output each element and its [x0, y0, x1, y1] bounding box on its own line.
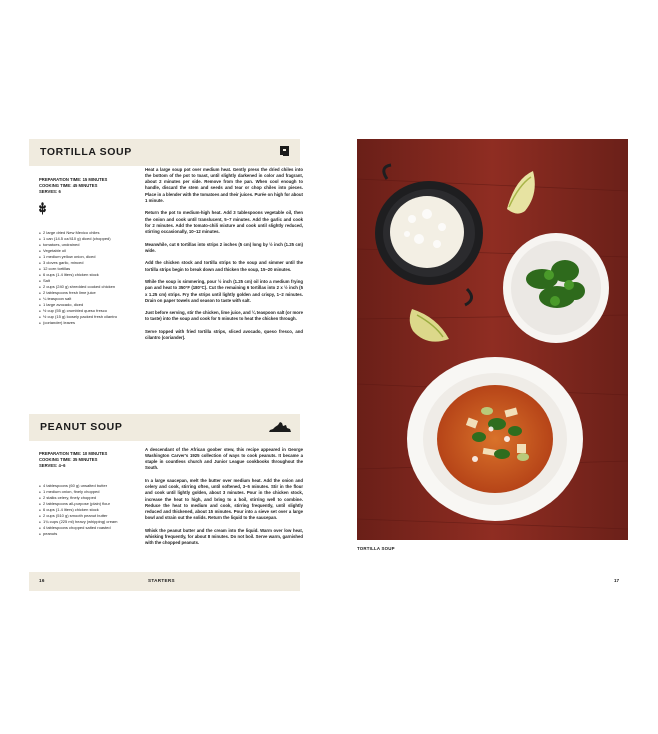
- ingredient-item: ● Salt: [39, 278, 134, 284]
- recipe-method: [145, 447, 303, 553]
- ingredient-item: ● 1 medium yellow onion, diced: [39, 254, 134, 260]
- ingredient-item: ● ¼ teaspoon salt: [39, 296, 134, 302]
- method-paragraph: Whisk the peanut butter and the cream into the liquid. Warm over low heat, whisking frequently, for about 8 minutes. Do not boil. Serve warm, garnished with the chopped peanuts.: [145, 527, 303, 546]
- right-page: [330, 0, 658, 734]
- ingredient-item: ● 6 cups (1.4 liters) chicken stock: [39, 507, 134, 513]
- prep-time: PREPARATION TIME: 10 MINUTES: [39, 451, 108, 456]
- ingredient-item: ● (coriander) leaves: [39, 320, 134, 326]
- cook-time: COOKING TIME: 35 MINUTES: [39, 457, 98, 462]
- ingredient-item: ● ½ cup (15 g) loosely packed fresh cilantro: [39, 314, 134, 320]
- ingredients-list: [39, 230, 134, 326]
- method-paragraph: Meanwhile, cut 6 tortillas into strips 2 inches (5 cm) long by ½ inch (1.25 cm) wide.: [145, 241, 303, 253]
- recipe-title: PEANUT SOUP: [40, 421, 123, 433]
- ingredient-item: ● Vegetable oil: [39, 248, 134, 254]
- recipe-title-band: [29, 139, 300, 166]
- tortilla-soup-photo: [357, 139, 628, 540]
- ingredient-item: ● peanuts: [39, 531, 134, 537]
- page-number: 17: [614, 578, 620, 583]
- recipe-method: [145, 167, 303, 348]
- recipe-title: TORTILLA SOUP: [40, 146, 132, 158]
- section-name: STARTERS: [148, 578, 175, 583]
- ingredient-item: ● 1¾ cups (225 ml) heavy (whipping) cream: [39, 519, 134, 525]
- serves: SERVES: 4–6: [39, 463, 66, 468]
- ingredient-item: ● 3 cloves garlic, minced: [39, 260, 134, 266]
- ingredient-item: ● 2 cups (510 g) smooth peanut butter: [39, 513, 134, 519]
- method-paragraph: Serve topped with fried tortilla strips, sliced avocado, queso fresco, and cilantro (coriander).: [145, 329, 303, 341]
- method-paragraph: While the soup is simmering, pour ½ inch (1.25 cm) oil into a medium frying pan and heat to 350°F (180°C). Cut the remaining 6 tortillas into 2 x ½ inch (5 x 1.25 cm) strips. Fry the strips until lightly golden and crispy, 1–2 minutes. Drain on paper towels and season to taste with salt.: [145, 279, 303, 303]
- method-paragraph: In a large saucepan, melt the butter over medium heat. Add the onion and celery and cook, stirring often, until softened, 3–5 minutes. Stir in the flour and cook until lightly golden, about 3 minutes. Pour in the chicken stock, increase the heat to high, and bring to a boil, stirring well to combine. Reduce the heat to medium and cook, stirring frequently, until slightly reduced and thickened, about 15 minutes. Pour into a sieve set over a large bowl and strain out the solids. Return the liquid to the saucepan.: [145, 478, 303, 521]
- ingredient-item: ● 2 stalks celery, finely chopped: [39, 495, 134, 501]
- ingredient-item: ● tomatoes, undrained: [39, 242, 134, 248]
- ingredient-item: ● 2 cups (240 g) shredded cooked chicken: [39, 284, 134, 290]
- ingredient-item: ● 12 corn tortillas: [39, 266, 134, 272]
- method-paragraph: Heat a large soup pot over medium heat. Gently press the dried chiles into the bottom of the pot to toast, until slightly darkened in color and fragrant, about 2 minutes per side. Remove from the pan. When cool enough to handle, discard the stem and seeds and tear or chop chiles into pieces. Place in a blender with the tomatoes and their juices. Purée on high for about 1 minute.: [145, 167, 303, 203]
- new-mexico-state-icon: [279, 145, 290, 157]
- prep-time: PREPARATION TIME: 15 MINUTES: [39, 177, 108, 182]
- recipe-title-band: [29, 414, 300, 441]
- ingredient-item: ● 1 large avocado, diced: [39, 302, 134, 308]
- method-paragraph: Just before serving, stir the chicken, lime juice, and ¼ teaspoon salt (or more to taste) into the soup and cook for 5 minutes to heat the chicken through.: [145, 310, 303, 322]
- page-footer: [29, 572, 300, 591]
- recipe-meta: [39, 177, 134, 195]
- ingredient-item: ● 2 large dried New Mexico chiles: [39, 230, 134, 236]
- ingredient-item: ● ½ cup (55 g) crumbled queso fresco: [39, 308, 134, 314]
- ingredient-item: ● 1 medium onion, finely chopped: [39, 489, 134, 495]
- ingredient-item: ● 2 tablespoons all-purpose (plain) flour: [39, 501, 134, 507]
- method-paragraph: Add the chicken stock and tortilla strips to the soup and simmer until the tortilla strips begin to break down and thicken the soup, 15–20 minutes.: [145, 260, 303, 272]
- method-paragraph: A descendant of the African goober stew, this recipe appeared in George Washington Carver's 1925 collection of ways to cook peanuts. It became a staple in countless church and Junior League cookbooks throughout the South.: [145, 447, 303, 471]
- wheat-icon: [38, 202, 47, 215]
- serves: SERVES: 6: [39, 189, 61, 194]
- ingredient-item: ● 6 cups (1.4 liters) chicken stock: [39, 272, 134, 278]
- ingredient-item: ● 1 can (14.5 oz/410 g) diced (chopped): [39, 236, 134, 242]
- ingredient-item: ● 4 tablespoons chopped salted roasted: [39, 525, 134, 531]
- ingredients-list: [39, 483, 134, 537]
- cook-time: COOKING TIME: 45 MINUTES: [39, 183, 98, 188]
- photo-caption: TORTILLA SOUP: [357, 546, 395, 551]
- virginia-state-icon: [268, 421, 292, 433]
- recipe-meta: [39, 451, 134, 469]
- ingredient-item: ● 2 tablespoons fresh lime juice: [39, 290, 134, 296]
- ingredient-item: ● 4 tablespoons (60 g) unsalted butter: [39, 483, 134, 489]
- method-paragraph: Return the pot to medium-high heat. Add 3 tablespoons vegetable oil, then the onion and cook until translucent, 5–7 minutes. Add the garlic and cook for 2 minutes. Add the tomato-chili mixture and cook until slightly reduced, stirring occasionally, 10–12 minutes.: [145, 210, 303, 234]
- page-number: 16: [39, 578, 45, 583]
